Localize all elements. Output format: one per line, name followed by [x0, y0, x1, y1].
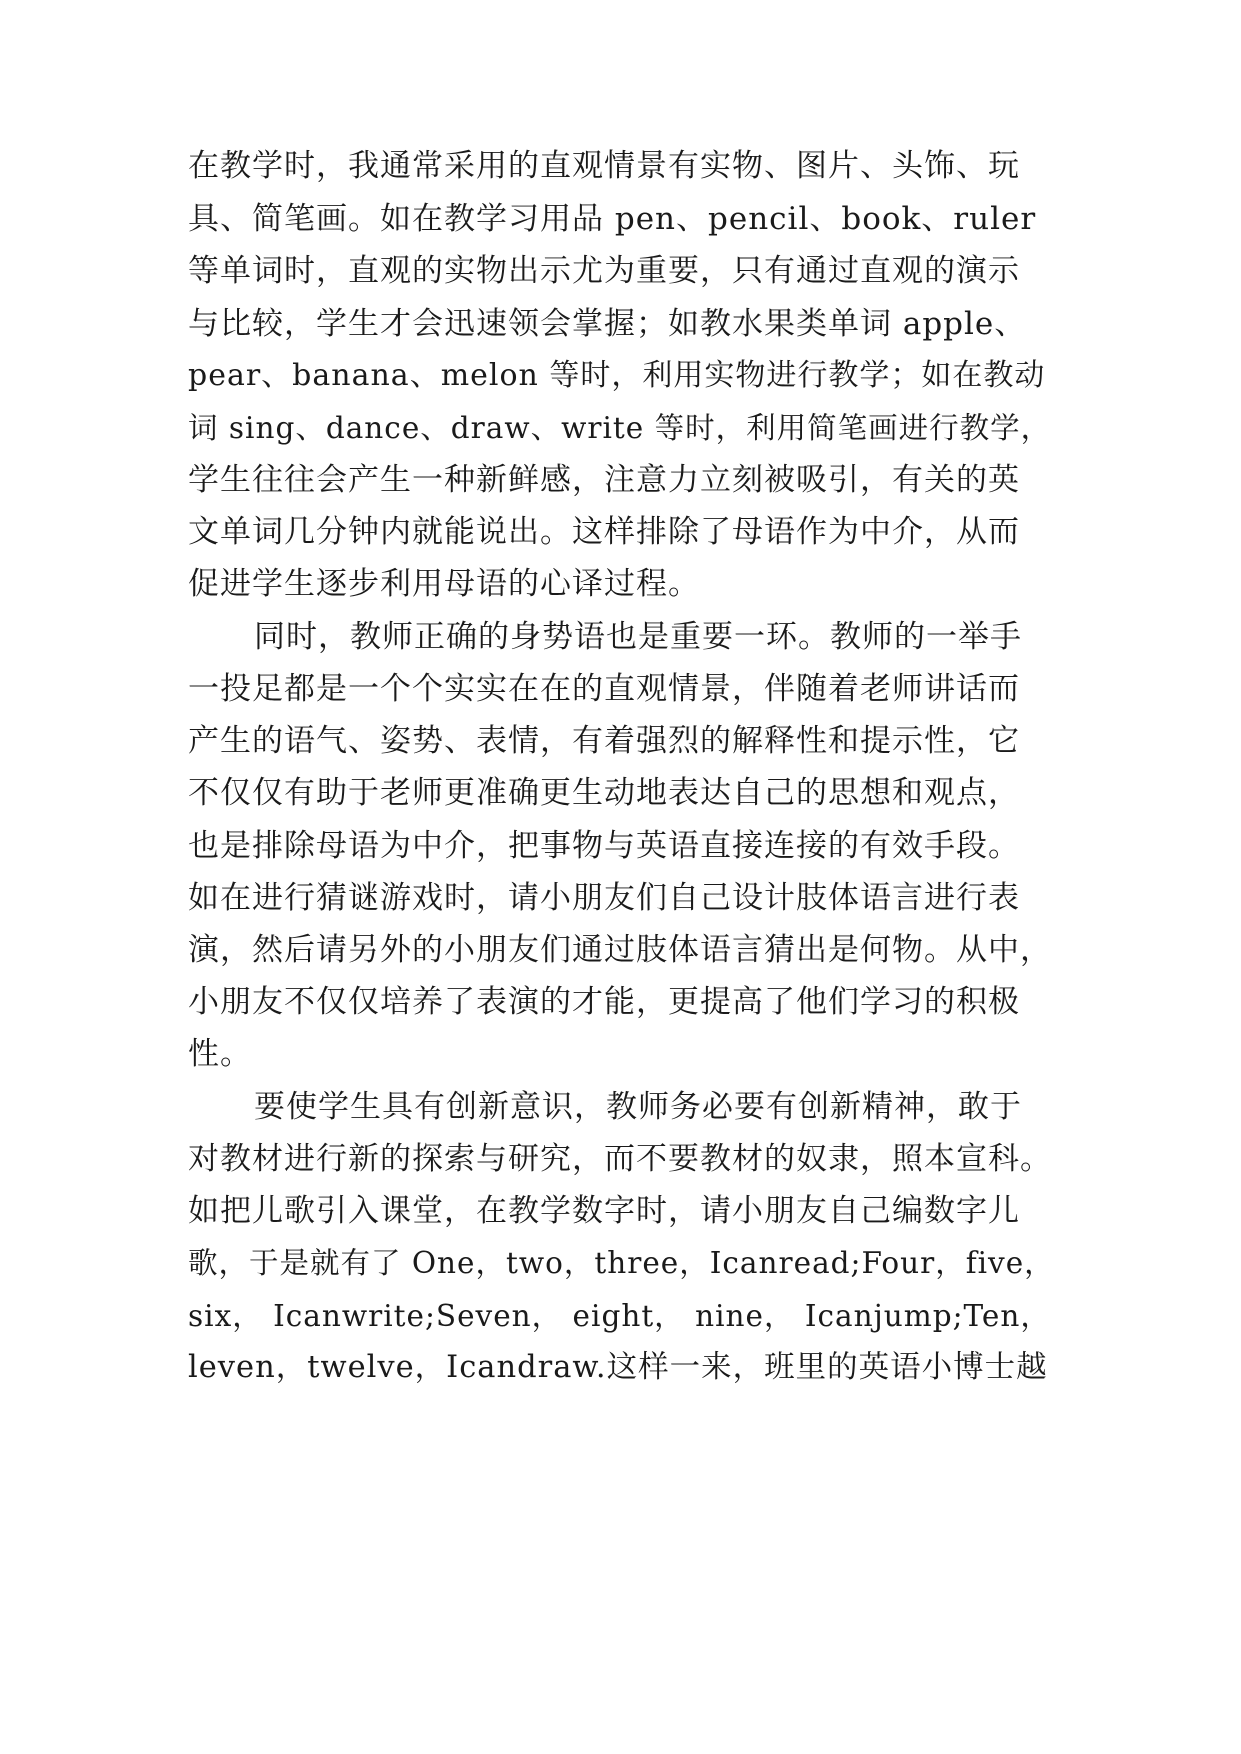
text-line: 歌，于是就有了 One，two，three，Icanread;Four，five， [188, 1246, 1055, 1280]
text-line: 小朋友不仅仅培养了表演的才能，更提高了他们学习的积极 [188, 984, 1020, 1020]
text-line: 如把儿歌引入课堂，在教学数字时，请小朋友自己编数字儿 [188, 1193, 1020, 1229]
text-line: 对教材进行新的探索与研究，而不要教材的奴隶，照本宣科。 [188, 1141, 1052, 1177]
text-line: 文单词几分钟内就能说出。这样排除了母语作为中介，从而 [188, 514, 1020, 550]
text-line: 演，然后请另外的小朋友们通过肢体语言猜出是何物。从中， [188, 932, 1052, 968]
text-line: 促进学生逐步利用母语的心译过程。 [188, 566, 700, 602]
text-line: 具、简笔画。如在教学习用品 pen、pencil、book、ruler [188, 201, 1037, 237]
paragraph-first-line: 同时，教师正确的身势语也是重要一环。教师的一举手 [254, 619, 1022, 655]
text-line: 学生往往会产生一种新鲜感，注意力立刻被吸引，有关的英 [188, 462, 1020, 498]
text-line: 与比较，学生才会迅速领会掌握；如教水果类单词 apple、 [188, 306, 1027, 342]
text-line: pear、banana、melon 等时，利用实物进行教学；如在教动 [188, 358, 1046, 393]
text-line: 等单词时，直观的实物出示尤为重要，只有通过直观的演示 [188, 253, 1020, 289]
text-line: leven，twelve，Icandraw.这样一来，班里的英语小博士越 [188, 1350, 1048, 1385]
text-line: 不仅仅有助于老师更准确更生动地表达自己的思想和观点， [188, 775, 1020, 811]
text-line: 也是排除母语为中介，把事物与英语直接连接的有效手段。 [188, 828, 1020, 864]
text-line: 如在进行猜谜游戏时，请小朋友们自己设计肢体语言进行表 [188, 880, 1020, 916]
text-line: 在教学时，我通常采用的直观情景有实物、图片、头饰、玩 [188, 148, 1020, 184]
paragraph-first-line: 要使学生具有创新意识，教师务必要有创新精神，敢于 [254, 1089, 1022, 1125]
text-line: 性。 [188, 1036, 252, 1072]
text-line: 一投足都是一个个实实在在的直观情景，伴随着老师讲话而 [188, 671, 1020, 707]
text-line: six， Icanwrite;Seven， eight， nine， Icanjump;Ten， [188, 1299, 1051, 1333]
text-line: 词 sing、dance、draw、write 等时，利用简笔画进行教学， [188, 411, 1052, 445]
text-line: 产生的语气、姿势、表情，有着强烈的解释性和提示性，它 [188, 723, 1020, 759]
